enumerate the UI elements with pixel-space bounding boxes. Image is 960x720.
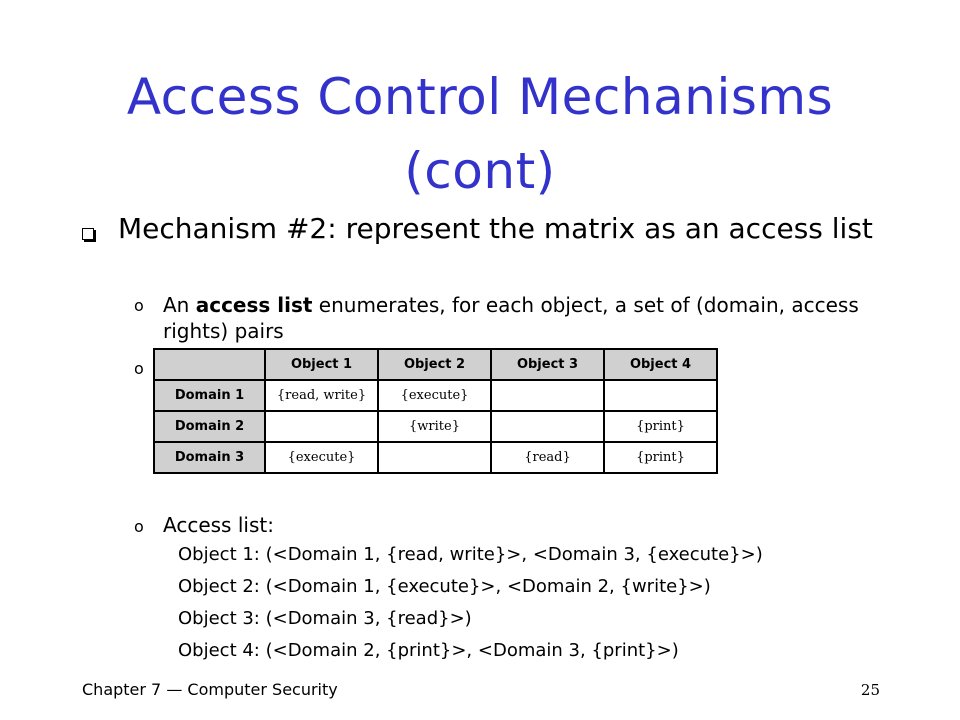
sub-bullet-icon: o xyxy=(134,359,144,378)
slide-title-line1: Access Control Mechanisms xyxy=(126,68,834,126)
access-list-definition xyxy=(163,292,883,344)
table-header-object-1: Object 1 xyxy=(265,349,378,380)
table-cell xyxy=(378,442,491,473)
definition-prefix: An xyxy=(163,293,196,317)
row-header-domain-1: Domain 1 xyxy=(154,380,265,411)
table-cell: {execute} xyxy=(265,442,378,473)
table-cell xyxy=(491,380,604,411)
table-cell xyxy=(265,411,378,442)
table-header-object-2: Object 2 xyxy=(378,349,491,380)
table-header-object-4: Object 4 xyxy=(604,349,717,380)
table-row xyxy=(154,411,717,442)
table-cell: {execute} xyxy=(378,380,491,411)
table-row xyxy=(154,442,717,473)
access-matrix-table xyxy=(153,348,718,474)
slide-title xyxy=(0,60,960,208)
page-number: 25 xyxy=(860,681,880,699)
definition-term: access list xyxy=(195,293,313,317)
sub-bullet-icon: o xyxy=(134,296,144,315)
table-header-object-3: Object 3 xyxy=(491,349,604,380)
table-cell xyxy=(491,411,604,442)
access-list-heading: Access list: xyxy=(163,513,274,537)
square-bullet-icon xyxy=(82,228,94,240)
table-cell: {print} xyxy=(604,442,717,473)
access-list-object-4: Object 4: (<Domain 2, {print}>, <Domain 3, {print}>) xyxy=(178,640,679,661)
table-header-corner xyxy=(154,349,265,380)
access-list-object-2: Object 2: (<Domain 1, {execute}>, <Domain 2, {write}>) xyxy=(178,576,711,597)
access-list-object-1: Object 1: (<Domain 1, {read, write}>, <Domain 3, {execute}>) xyxy=(178,544,763,565)
table-row xyxy=(154,380,717,411)
table-cell xyxy=(604,380,717,411)
row-header-domain-3: Domain 3 xyxy=(154,442,265,473)
sub-bullet-icon: o xyxy=(134,517,144,536)
access-list-object-3: Object 3: (<Domain 3, {read}>) xyxy=(178,608,472,629)
table-cell: {read} xyxy=(491,442,604,473)
footer-chapter: Chapter 7 — Computer Security xyxy=(82,680,338,699)
main-bullet-text: Mechanism #2: represent the matrix as an access list xyxy=(118,212,873,245)
row-header-domain-2: Domain 2 xyxy=(154,411,265,442)
slide-title-line2: (cont) xyxy=(404,142,556,200)
table-cell: {write} xyxy=(378,411,491,442)
table-header-row xyxy=(154,349,717,380)
table-cell: {print} xyxy=(604,411,717,442)
table-cell: {read, write} xyxy=(265,380,378,411)
definition-rest: enumerates, for each object, a set of (domain, access rights) pairs xyxy=(163,293,859,343)
